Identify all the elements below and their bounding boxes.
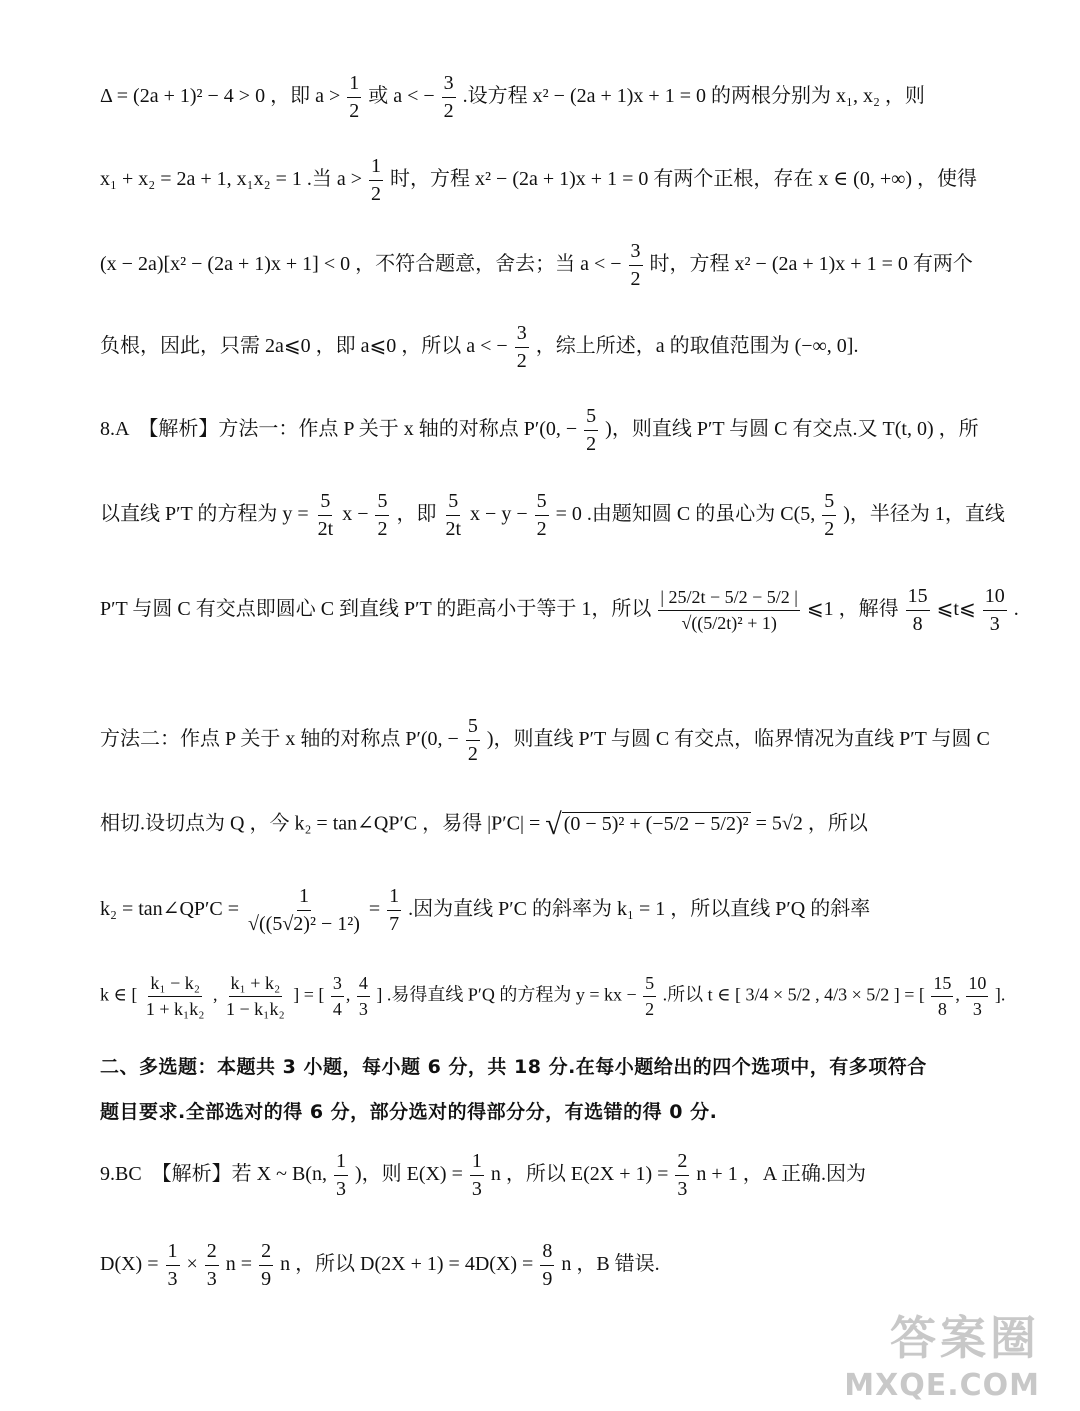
- radicand: (0 − 5)² + (−5/2 − 5/2)²: [563, 812, 749, 835]
- fraction: [166, 1240, 180, 1291]
- denominator: 3: [989, 613, 1000, 635]
- solution-line-9b: [100, 1240, 1020, 1291]
- text-segment: 时，方程 x² − (2a + 1)x + 1 = 0 有两个正根，存在 x ∈ (0, +∞) ，使得: [390, 168, 978, 191]
- section-heading-line-1: 二、多选题：本题共 3 小题，每小题 6 分，共 18 分.在每小题给出的四个选项中，有多项符合: [100, 1056, 927, 1078]
- denominator: 4: [332, 998, 342, 1019]
- text-segment: 3/4 × 5/2 , 4/3 × 5/2: [745, 984, 890, 1005]
- fraction: [983, 585, 1007, 636]
- text-segment: 负根，因此，只需 2a⩽0 ，即 a⩽0 ，所以 a < −: [100, 335, 508, 358]
- text-segment: = 5√2 ，所以: [755, 812, 868, 835]
- text-segment: P′T 与圆 C 有交点即圆心 C 到直线 P′T 的距高小于等于 1，所以: [100, 598, 652, 621]
- numerator: 1: [470, 1150, 484, 1176]
- text-segment: .因为直线 P′C 的斜率为 k₁ = 1 ，所以直线 P′Q 的斜率: [408, 898, 871, 921]
- solution-line-8a: [100, 405, 1020, 456]
- denominator: 3: [206, 1268, 217, 1290]
- solution-line-2: [100, 155, 1020, 206]
- solution-line-method-2c: [100, 885, 1020, 936]
- denominator: √((5√2)² − 1²): [248, 913, 360, 935]
- watermark-site: MXQE.COM: [844, 1368, 1040, 1403]
- denominator: 2: [371, 183, 382, 205]
- text-segment: x₁ + x₂ = 2a + 1, x₁x₂ = 1 .当 a >: [100, 168, 363, 191]
- text-segment: ] .易得直线 P′Q 的方程为 y = kx −: [376, 984, 637, 1005]
- fraction: [540, 1240, 554, 1291]
- denominator: 3: [358, 998, 368, 1019]
- sqrt-sign: √: [545, 808, 562, 841]
- text-segment: 8.A 【解析】方法一：作点 P 关于 x 轴的对称点 P′(0, −: [100, 418, 578, 441]
- text-segment: )，则 E(X) =: [354, 1163, 463, 1186]
- text-segment: x −: [342, 503, 369, 526]
- text-segment: n =: [225, 1253, 253, 1276]
- text-segment: 时，方程 x² − (2a + 1)x + 1 = 0 有两个: [649, 253, 973, 276]
- numerator: 2: [205, 1240, 219, 1266]
- fraction: [629, 240, 643, 291]
- text-segment: D(X) =: [100, 1253, 159, 1276]
- numerator: 5: [643, 973, 656, 997]
- numerator: 4: [357, 973, 370, 997]
- fraction: [675, 1150, 689, 1201]
- numerator: | 25/2t − 5/2 − 5/2 |: [658, 587, 800, 611]
- fraction: [822, 490, 836, 541]
- numerator: 1: [347, 72, 361, 98]
- solution-line-8b: [100, 490, 1020, 541]
- fraction: [643, 973, 656, 1019]
- numerator: k₁ − k₂: [148, 973, 202, 997]
- denominator: 2: [377, 518, 388, 540]
- numerator: k₁ + k₂: [229, 973, 283, 997]
- text-segment: ，综上所述，a 的取值范围为 (−∞, 0].: [535, 335, 859, 358]
- fraction: [535, 490, 549, 541]
- denominator: 2: [645, 998, 655, 1019]
- text-segment: (x − 2a)[x² − (2a + 1)x + 1] < 0 ，不符合题意，舍去；当 a < −: [100, 253, 622, 276]
- fraction: [466, 715, 480, 766]
- numerator: 2: [675, 1150, 689, 1176]
- fraction: [375, 490, 389, 541]
- numerator: 1: [334, 1150, 348, 1176]
- section-heading-line-2: 题目要求.全部选对的得 6 分，部分选对的得部分分，有选错的得 0 分.: [100, 1101, 718, 1123]
- fraction: [334, 1150, 348, 1201]
- text-segment: )，则直线 P′T 与圆 C 有交点.又 T(t, 0) ，所: [605, 418, 979, 441]
- numerator: 5: [535, 490, 549, 516]
- fraction: [331, 973, 344, 1019]
- fraction: [931, 973, 953, 1019]
- fraction: [906, 585, 930, 636]
- text-segment: 方法二：作点 P 关于 x 轴的对称点 P′(0, −: [100, 728, 459, 751]
- text-segment: .: [1013, 598, 1019, 621]
- fraction: [357, 973, 370, 1019]
- numerator: 5: [375, 490, 389, 516]
- denominator: 2: [536, 518, 547, 540]
- text-segment: ，即: [396, 503, 437, 526]
- text-segment: n ，B 错误.: [561, 1253, 660, 1276]
- solution-line-8c: [100, 585, 1020, 636]
- denominator: 2: [824, 518, 835, 540]
- denominator: 8: [912, 613, 923, 635]
- watermark: [844, 1302, 1040, 1403]
- text-segment: ⩽1 ，解得: [806, 598, 899, 621]
- denominator: 1 + k₁k₂: [145, 998, 205, 1019]
- fraction: [205, 1240, 219, 1291]
- numerator: 8: [540, 1240, 554, 1266]
- distance-fraction: [658, 587, 800, 633]
- fraction: [224, 973, 287, 1019]
- numerator: 5: [318, 490, 332, 516]
- text-segment: 以直线 P′T 的方程为 y =: [100, 503, 309, 526]
- numerator: 5: [584, 405, 598, 431]
- text-segment: x − y −: [470, 503, 528, 526]
- text-segment: =: [368, 898, 381, 921]
- denominator: 3: [471, 1178, 482, 1200]
- solution-line-4: [100, 322, 1020, 373]
- denominator: 3: [677, 1178, 688, 1200]
- denominator: 2: [630, 268, 641, 290]
- numerator: 1: [297, 885, 311, 911]
- denominator: 3: [972, 998, 982, 1019]
- text-segment: 相切.设切点为 Q ，今 k₂ = tan∠QP′C ，易得 |P′C| =: [100, 812, 541, 835]
- text-segment: n ，所以 E(2X + 1) =: [490, 1163, 669, 1186]
- text-segment: .设方程 x² − (2a + 1)x + 1 = 0 的两根分别为 x₁, x₂ ，则: [462, 85, 925, 108]
- text-segment: )，则直线 P′T 与圆 C 有交点，临界情况为直线 P′T 与圆 C: [486, 728, 990, 751]
- fraction: [369, 155, 383, 206]
- text-segment: k₂ = tan∠QP′C =: [100, 898, 240, 921]
- fraction: [966, 973, 988, 1019]
- denominator: √((5/2t)² + 1): [681, 613, 777, 633]
- numerator: 1: [369, 155, 383, 181]
- denominator: 7: [389, 913, 400, 935]
- numerator: 5: [822, 490, 836, 516]
- text-segment: Δ = (2a + 1)² − 4 > 0 ，即 a >: [100, 85, 341, 108]
- text-segment: .所以 t ∈ [: [662, 984, 741, 1005]
- fraction: [442, 72, 456, 123]
- denominator: 2t: [317, 518, 334, 540]
- denominator: 1 − k₁k₂: [226, 998, 285, 1019]
- denominator: 2: [467, 743, 478, 765]
- fraction: [259, 1240, 273, 1291]
- text-segment: ⩽t⩽: [936, 598, 976, 621]
- numerator: 10: [983, 585, 1007, 611]
- fraction: [515, 322, 529, 373]
- denominator: 3: [167, 1268, 178, 1290]
- numerator: 1: [387, 885, 401, 911]
- numerator: 3: [442, 72, 456, 98]
- solution-line-method-2b: [100, 810, 1020, 840]
- solution-line-1: [100, 72, 1020, 123]
- watermark-logo: 答案圈: [890, 1311, 1040, 1365]
- denominator: 9: [261, 1268, 272, 1290]
- denominator: 2t: [445, 518, 462, 540]
- numerator: 1: [166, 1240, 180, 1266]
- fraction: [443, 490, 463, 541]
- text-segment: ] = [: [293, 984, 325, 1005]
- numerator: 15: [931, 973, 953, 997]
- denominator: 2: [349, 100, 360, 122]
- numerator: 5: [446, 490, 460, 516]
- text-segment: 或 a < −: [368, 85, 435, 108]
- numerator: 10: [966, 973, 988, 997]
- denominator: 2: [443, 100, 454, 122]
- text-segment: ].: [994, 984, 1006, 1005]
- separator: ,: [213, 984, 218, 1005]
- solution-line-9a: [100, 1150, 1020, 1201]
- solution-line-method-2a: [100, 715, 1020, 766]
- fraction: [316, 490, 336, 541]
- fraction: [584, 405, 598, 456]
- text-segment: k ∈ [: [100, 984, 138, 1005]
- denominator: 2: [516, 350, 527, 372]
- fraction: [470, 1150, 484, 1201]
- numerator: 15: [906, 585, 930, 611]
- numerator: 5: [466, 715, 480, 741]
- solution-line-3: [100, 240, 1020, 291]
- numerator: 3: [331, 973, 344, 997]
- numerator: 3: [515, 322, 529, 348]
- fraction: [246, 885, 362, 936]
- fraction: [347, 72, 361, 123]
- numerator: 2: [259, 1240, 273, 1266]
- denominator: 8: [937, 998, 947, 1019]
- text-segment: 9.BC 【解析】若 X ~ B(n,: [100, 1163, 327, 1186]
- fraction: [387, 885, 401, 936]
- text-segment: ×: [186, 1253, 198, 1276]
- text-segment: )，半径为 1，直线: [843, 503, 1005, 526]
- numerator: 3: [629, 240, 643, 266]
- denominator: 9: [542, 1268, 553, 1290]
- text-segment: = 0 .由题知圆 C 的虽心为 C(5,: [555, 503, 816, 526]
- text-segment: n + 1 ，A 正确.因为: [696, 1163, 867, 1186]
- denominator: 2: [586, 433, 597, 455]
- solution-line-method-2d: k ∈ [ $\frac{\text{k₁ − k₂}}{\text{1 + k₁k₂}}$ , $\frac{\text{k₁ + k₂}}{\text{1 − k₁k₂}}$ ] = [ $\frac{3}{4}$ , $\frac{4}{3}$ ] .易得直线 P′Q 的方程为 y = kx − $\frac{5}{2}$ .所以 t ∈ [ 3/4 × 5/2 , 4/3 × 5/2 ] = [ $\frac{15}{8}$ , $\frac{10}{3}$ ].: [100, 973, 1006, 1019]
- text-segment: n ，所以 D(2X + 1) = 4D(X) =: [280, 1253, 534, 1276]
- fraction: [144, 973, 207, 1019]
- denominator: 3: [335, 1178, 346, 1200]
- text-segment: ] = [: [893, 984, 925, 1005]
